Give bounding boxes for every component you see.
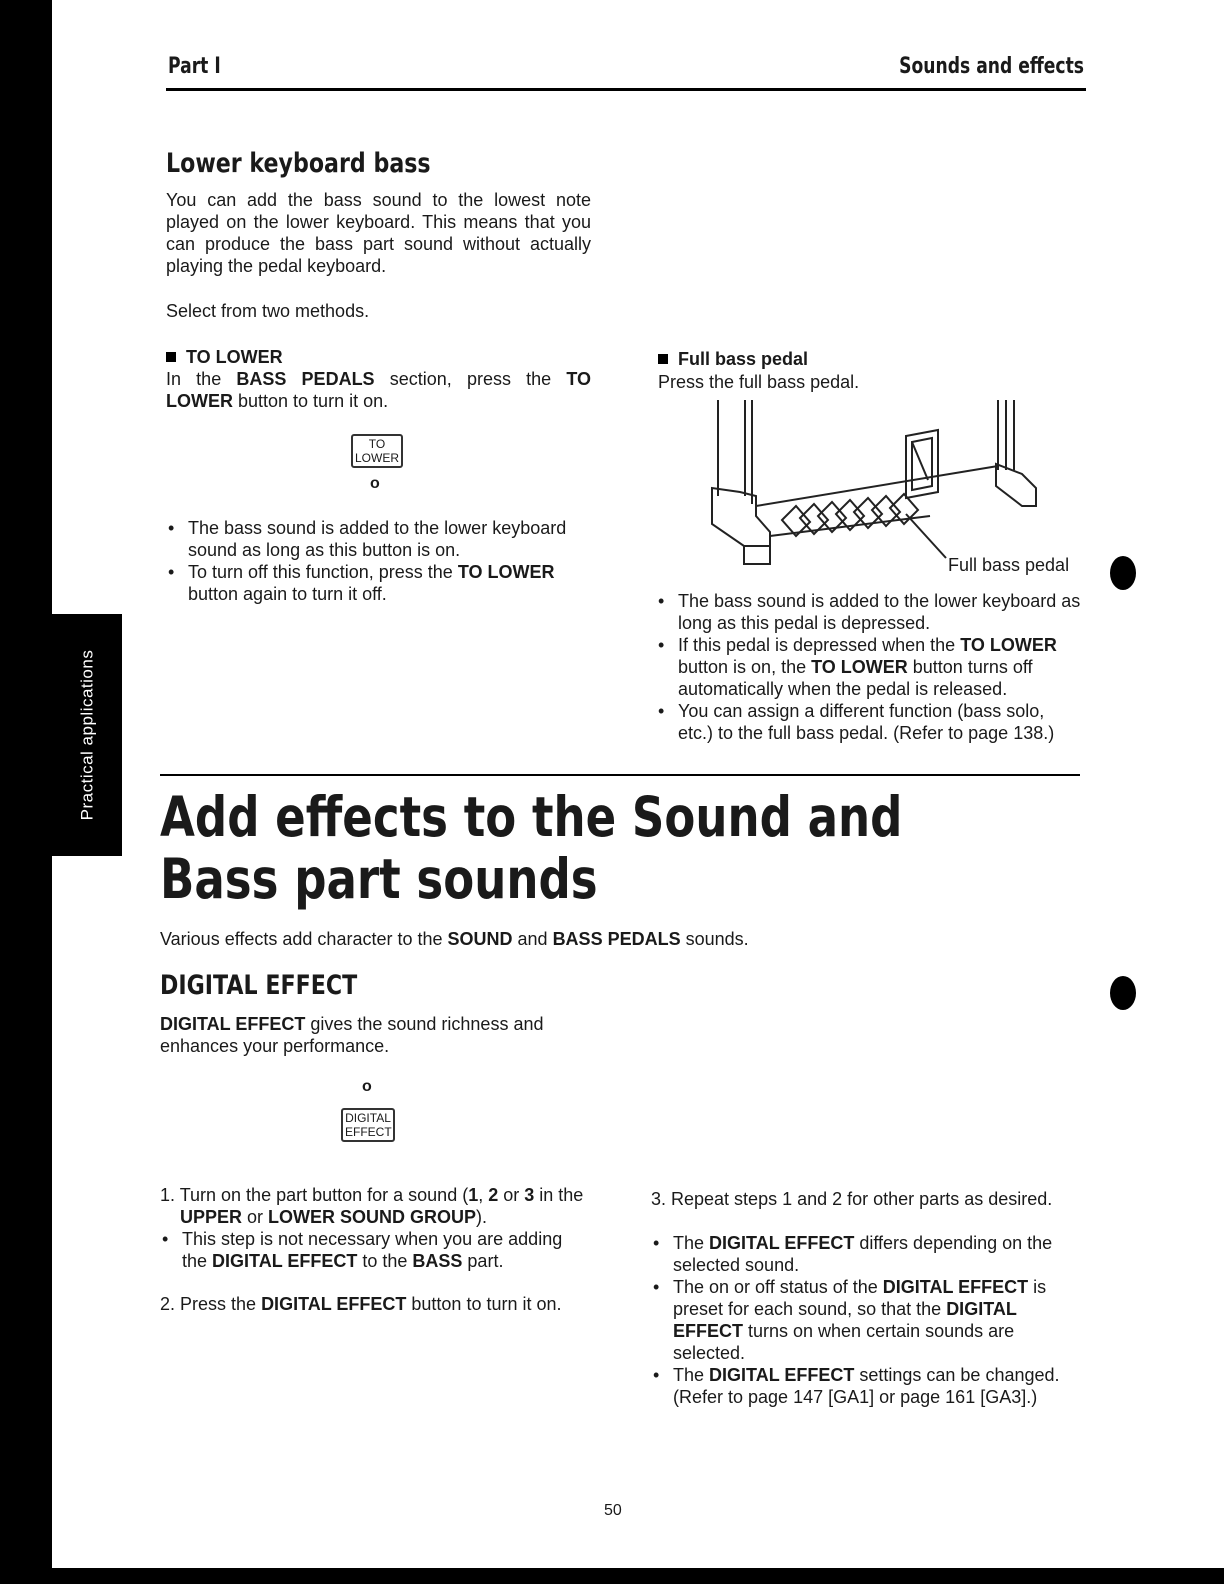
bullet-item: • You can assign a different function (bass solo, etc.) to the full bass pedal. (Refer to page 138.) <box>656 700 1084 744</box>
header-section: Sounds and effects <box>899 54 1084 79</box>
section-divider <box>160 774 1080 776</box>
bullet-item: • The on or off status of the DIGITAL EFFECT is preset for each sound, so that the DIGITAL EFFECT turns on when certain sounds are selected. <box>651 1276 1079 1364</box>
square-bullet-icon <box>658 354 668 364</box>
bullet-item: • If this pedal is depressed when the TO LOWER button is on, the TO LOWER button turns off automatically when the pedal is released. <box>656 634 1084 700</box>
add-effects-intro: Various effects add character to the SOUND and BASS PEDALS sounds. <box>160 929 749 949</box>
select-methods-text: Select from two methods. <box>166 301 370 321</box>
full-bass-pedal-figure-label: Full bass pedal <box>948 555 1070 575</box>
step-2: 2. Press the DIGITAL EFFECT button to turn it on. <box>160 1294 562 1314</box>
digital-effect-button-line2: EFFECT <box>345 1125 392 1139</box>
scan-border-left <box>0 0 52 1584</box>
bullet-item: • The DIGITAL EFFECT settings can be changed. (Refer to page 147 [GA1] or page 161 [GA3].) <box>651 1364 1079 1408</box>
bullet-item: • The bass sound is added to the lower keyboard as long as this pedal is depressed. <box>656 590 1084 634</box>
pedal-board-illustration <box>700 396 1060 580</box>
side-tab <box>52 614 122 856</box>
intro-paragraph: You can add the bass sound to the lowest note played on the lower keyboard. This means that you can produce the bass part sound without actually playing the pedal keyboard. <box>166 190 591 276</box>
header-part: Part I <box>168 54 221 79</box>
bullet-item: • To turn off this function, press the TO LOWER button again to turn it off. <box>166 561 591 605</box>
to-lower-indicator-icon: o <box>370 475 380 492</box>
to-lower-button-line2: LOWER <box>355 451 400 465</box>
bullet-item: • The DIGITAL EFFECT differs depending on the selected sound. <box>651 1232 1079 1276</box>
section-title-digital-effect: DIGITAL EFFECT <box>160 970 358 1001</box>
to-lower-paragraph: In the BASS PEDALS section, press the TO LOWER button to turn it on. <box>166 369 591 411</box>
header-rule <box>166 88 1086 91</box>
full-bass-pedal-bullets <box>656 590 1084 744</box>
digital-effect-steps-left <box>160 1184 585 1315</box>
square-bullet-icon <box>166 352 176 362</box>
section-title-lower-keyboard-bass: Lower keyboard bass <box>166 148 431 179</box>
side-tab-label: Practical applications <box>77 649 97 821</box>
digital-effect-button-icon <box>341 1108 395 1142</box>
digital-effect-steps-right <box>651 1188 1079 1408</box>
to-lower-heading-text: TO LOWER <box>186 347 283 367</box>
to-lower-heading <box>166 346 591 368</box>
full-bass-pedal-paragraph: Press the full bass pedal. <box>658 372 860 392</box>
bullet-item: • The bass sound is added to the lower keyboard sound as long as this button is on. <box>166 517 591 561</box>
digital-effect-indicator-icon: o <box>362 1078 372 1095</box>
page-number: 50 <box>604 1502 622 1519</box>
digital-effect-intro: DIGITAL EFFECT gives the sound richness and enhances your performance. <box>160 1014 544 1056</box>
binding-hole-mark <box>1110 556 1136 590</box>
step-1-note: • This step is not necessary when you are adding the DIGITAL EFFECT to the BASS part. <box>160 1228 585 1272</box>
step-1: 1. Turn on the part button for a sound (1, 2 or 3 in the UPPER or LOWER SOUND GROUP). <box>160 1185 584 1227</box>
to-lower-bullets <box>166 517 591 605</box>
full-bass-pedal-heading <box>658 348 1083 370</box>
to-lower-button-line1: TO <box>368 437 386 451</box>
to-lower-button-icon <box>351 434 403 468</box>
binding-hole-mark <box>1110 976 1136 1010</box>
step-3: 3. Repeat steps 1 and 2 for other parts as desired. <box>651 1189 1053 1209</box>
chapter-title: Add effects to the Sound and Bass part sounds <box>160 785 903 911</box>
scan-border-bottom <box>0 1568 1224 1584</box>
digital-effect-button-line1: DIGITAL <box>345 1111 391 1125</box>
full-bass-pedal-heading-text: Full bass pedal <box>678 349 809 369</box>
